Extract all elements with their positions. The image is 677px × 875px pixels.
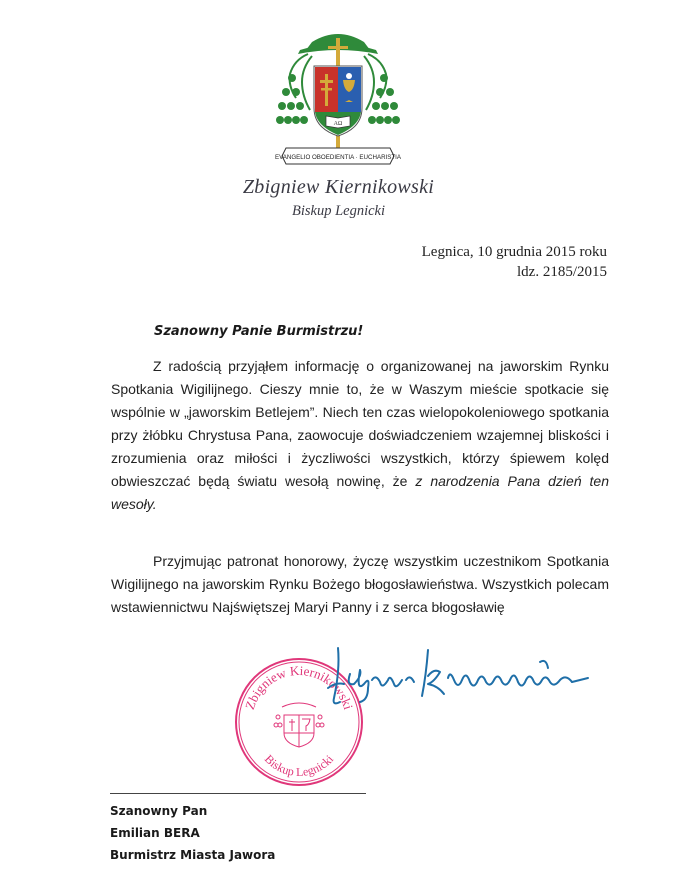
handwritten-signature-icon (310, 640, 600, 715)
addressee-line-1: Szanowny Pan (110, 804, 208, 818)
paragraph-1 (111, 355, 609, 516)
seal-text-bottom: Biskup Legnicki (261, 751, 337, 780)
addressee-line-3: Burmistrz Miasta Jawora (110, 848, 276, 862)
reference-number: ldz. 2185/2015 (517, 264, 607, 280)
bishop-name: Zbigniew Kiernikowski (242, 176, 435, 198)
signature-divider (110, 793, 366, 794)
paragraph-2: Przyjmując patronat honorowy, życzę wszystkim uczestnikom Spotkania Wigilijnego na jaworskim Rynku Bożego błogosławieństwa. Wszystkich polecam wstawiennictwu Najświętszej Maryi Panny i z serca błogosławię (111, 553, 609, 615)
date-block (422, 242, 607, 282)
addressee-block (110, 800, 275, 866)
salutation: Szanowny Panie Burmistrzu! (154, 324, 364, 339)
svg-text:AΩ: AΩ (333, 121, 343, 127)
paragraph-1-text: Z radością przyjąłem informację o organizowanej na jaworskim Rynku Spotkania Wigilijnego. Cieszy mnie to, że w Waszym mieście spotkacie się wspólnie w „jaworskim Betlejem”. Niech ten czas wielopokoleniowego spotkania przy żłóbku Chrystusa Pana, zaowocuje doświadczeniem wzajemnej bliskości i zrozumienia oraz miłości i życzliwości wszystkich, którzy śpiewem kolęd obwieszczać będą światu wesołą nowinę, że (111, 358, 609, 489)
place-date: Legnica, 10 grudnia 2015 roku (421, 244, 607, 260)
addressee-line-2: Emilian BERA (110, 826, 200, 840)
episcopal-coat-of-arms-icon (272, 20, 404, 170)
seal-text-top: Zbigniew Kiernikowski (241, 662, 357, 712)
svg-text:Biskup Legnicki (262, 752, 337, 779)
bishop-title: Biskup Legnicki (291, 203, 386, 219)
motto-text: EVANGELIO OBOEDIENTIA · EUCHARISTIA (274, 154, 402, 161)
paragraph-1-quote: z narodzenia Pana dzień ten wesoły. (111, 473, 610, 512)
